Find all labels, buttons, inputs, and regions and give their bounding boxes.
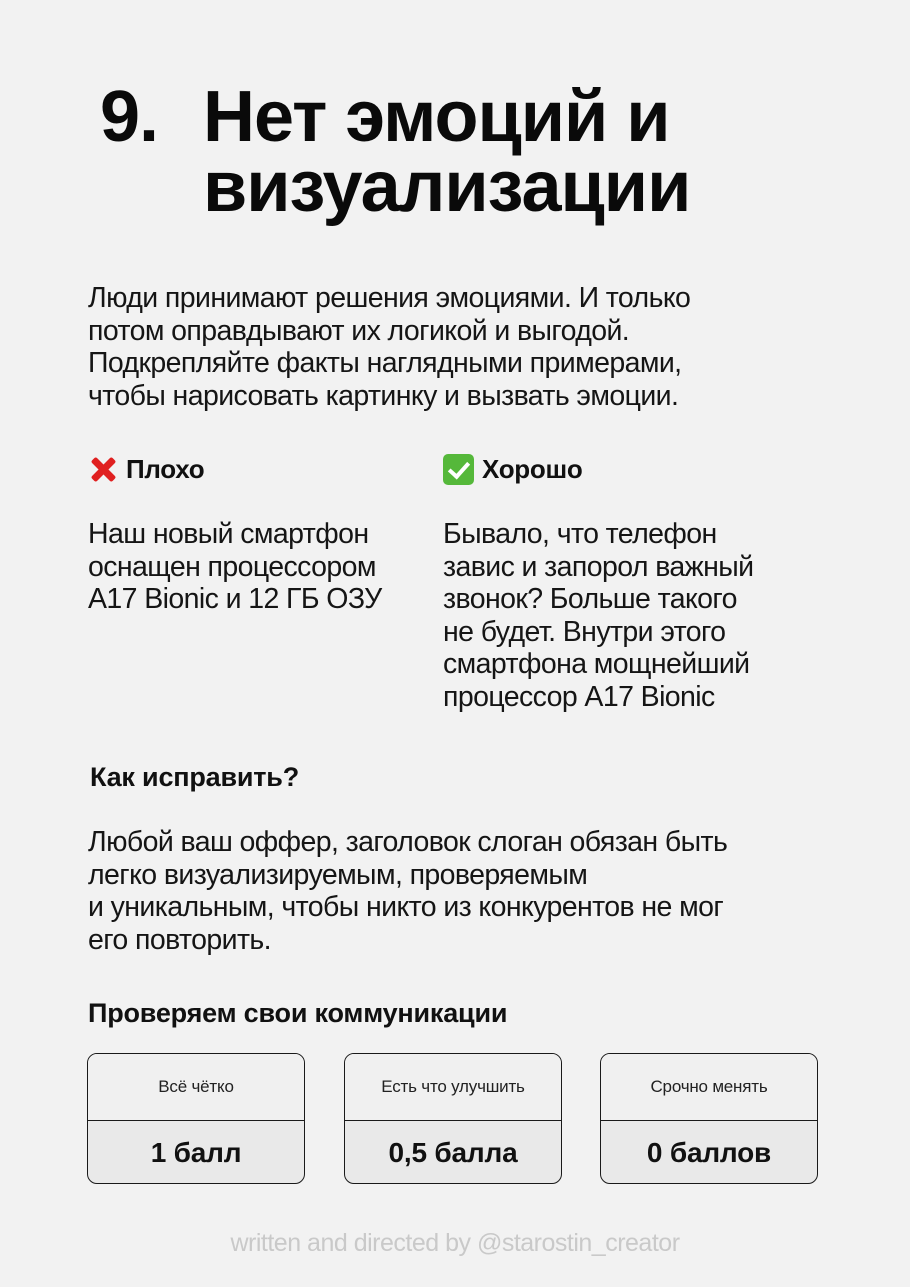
score-card-label: Срочно менять [601,1054,817,1121]
check-heading: Проверяем свои коммуникации [88,998,508,1028]
bad-label: Плохо [126,453,205,484]
score-card-label: Есть что улучшить [345,1054,561,1121]
score-card-improve [344,1053,562,1184]
title-line-1: Нет эмоций и [203,77,670,157]
score-card-value: 1 балл [150,1136,242,1168]
title-line-2: визуализации [203,147,691,227]
fix-heading: Как исправить? [90,762,299,792]
cross-mark-icon [88,454,118,484]
good-example [443,452,843,713]
score-cards [87,1053,823,1187]
title-number: 9. [100,77,159,157]
bad-line: оснащен процессором [88,550,376,583]
score-card-change [600,1053,818,1184]
score-card-clear [87,1053,305,1184]
good-label: Хорошо [482,453,583,484]
score-card-value: 0,5 балла [388,1136,518,1168]
intro-line: Люди принимают решения эмоциями. И только [88,282,691,314]
good-line: не будет. Внутри этого [443,615,726,648]
bad-text [88,518,428,616]
fix-line: Любой ваш оффер, заголовок слоган обязан быть [88,826,728,858]
check-mark-icon [443,454,474,485]
footer-credit: written and directed by @starostin_creator [230,1229,680,1257]
good-line: завис и запорол важный [443,550,754,583]
score-card-label: Всё чётко [88,1054,304,1121]
intro-line: Подкрепляйте факты наглядными примерами, [88,347,682,379]
page-title [100,77,860,227]
good-line: Бывало, что телефон [443,518,717,550]
score-card-value: 0 баллов [646,1136,772,1168]
good-line: процессор A17 Bionic [443,680,715,713]
fix-paragraph [88,826,848,956]
bad-example [88,452,428,616]
good-text [443,518,843,713]
good-line: звонок? Больше такого [443,583,737,615]
bad-heading [88,452,428,486]
intro-line: чтобы нарисовать картинку и вызвать эмоции. [88,379,679,412]
bad-line: A17 Bionic и 12 ГБ ОЗУ [88,583,382,615]
good-heading [443,452,843,486]
fix-line: его повторить. [88,923,271,956]
fix-line: легко визуализируемым, проверяемым [88,858,588,891]
intro-paragraph [88,282,848,412]
good-line: смартфона мощнейший [443,648,750,680]
bad-line: Наш новый смартфон [88,518,369,550]
intro-line: потом оправдывают их логикой и выгодой. [88,314,630,347]
fix-line: и уникальным, чтобы никто из конкурентов не мог [88,891,724,923]
